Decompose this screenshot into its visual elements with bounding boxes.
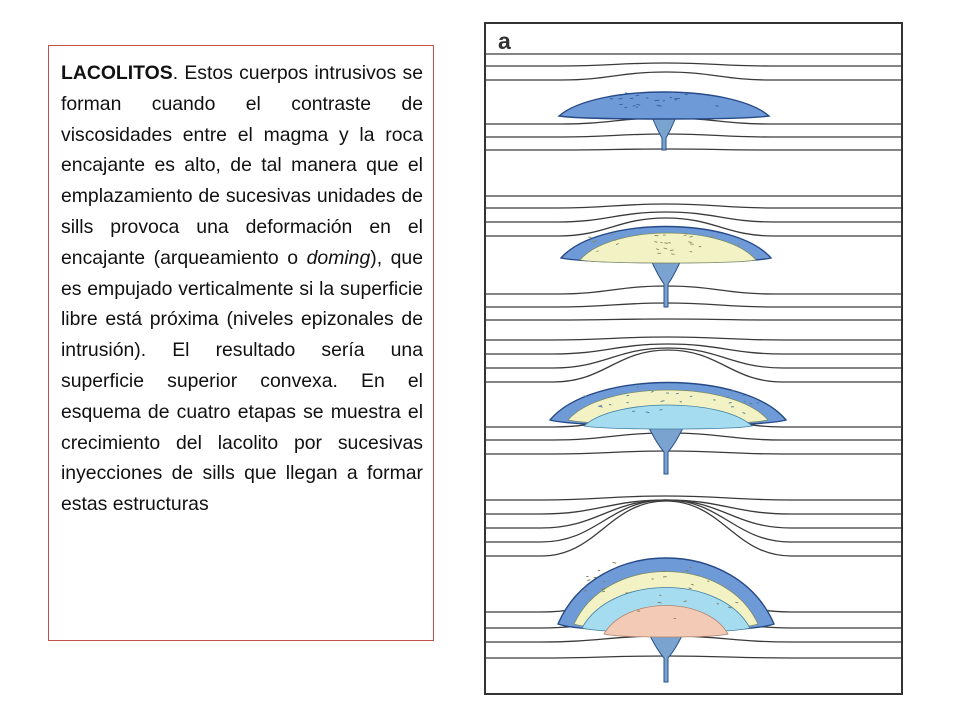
description-paragraph [61,58,423,520]
speckle-2-21 [688,242,692,243]
title-lacolitos: LACOLITOS [61,62,173,84]
speckle-3-13 [726,397,728,398]
speckle-1-9 [624,107,627,108]
speckle-4-26 [659,595,661,596]
title-dot: . [172,62,179,84]
speckle-1-10 [670,97,672,98]
speckle-1-1 [663,100,665,101]
body-text-1: Estos cuerpos intrusivos se forman cuando el contraste de viscosidades entre el magma y la roca encajante es alto, de tal manera que el emplazamiento de sucesivas unidades de sills provoca una deformación en el encajante (arqueamiento o [61,62,423,269]
speckle-3-10 [676,393,679,394]
speckle-4-21 [602,591,605,592]
speckle-1-7 [618,98,622,99]
body-italic-doming: doming [306,246,371,269]
description-text-box [48,45,434,641]
speckle-1-12 [633,106,636,107]
speckle-1-4 [683,93,686,94]
speckle-2-9 [660,242,662,243]
speckle-2-2 [690,251,692,252]
panel-label-a: a [498,28,511,54]
laccolith-stages-diagram [484,22,903,695]
speckle-4-2 [625,593,628,594]
speckle-3-24 [743,395,745,396]
laccolith-diagram-svg [484,22,903,695]
body-text-2: ), que es empujado verticalmente si la superficie libre está próxima (niveles epizonales de intrusión). El resultado sería una superficie superior convexa. En el esquema de cuatro etapas se muestra el crecimiento del lacolito por sucesivas inyecciones de sills que llegan a formar estas estructuras [61,246,423,516]
